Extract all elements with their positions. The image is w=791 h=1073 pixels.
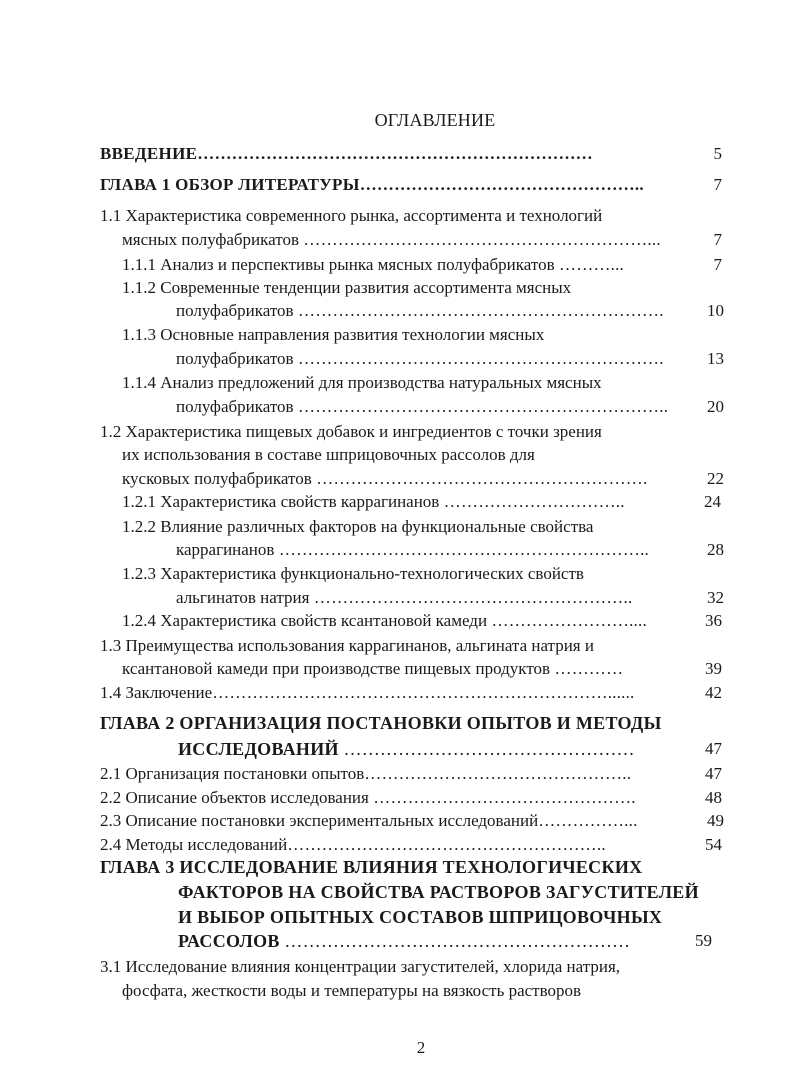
entry-title: 2.1 Организация постановки опытов [100,764,365,783]
entry-title: 1.2.4 Характеристика свойств ксантановой камеди [122,611,488,630]
toc-entry-1-2-4[interactable] [122,610,647,632]
toc-entry-1-2[interactable] [100,421,602,443]
entry-page-number: 48 [705,788,722,807]
entry-page-number: 49 [707,811,724,830]
entry-title: 1.1.3 Основные направления развития технологии мясных [122,325,545,344]
toc-entry-1-1-2-cont[interactable] [176,300,664,322]
entry-title-cont: полуфабрикатов [176,397,294,416]
entry-title: 1.2.2 Влияние различных факторов на функциональные свойства [122,517,594,536]
entry-page-number: 47 [705,739,722,758]
toc-entry-1-2-1[interactable] [122,491,625,513]
leader-dots: ……………………………………………….. [287,835,606,854]
toc-entry-1-2-cont-2[interactable] [122,468,647,490]
leader-dots: ……………………………………….. [364,764,632,783]
entry-title: 1.4 Заключение [100,683,213,702]
entry-title-cont: альгинатов натрия [176,588,310,607]
entry-title: 1.2.3 Характеристика функционально-технологических свойств [122,564,584,583]
leader-dots: ………………………………………………… [279,931,631,951]
toc-entry-1-1[interactable] [100,205,602,227]
entry-title-cont: И ВЫБОР ОПЫТНЫХ СОСТАВОВ ШПРИЦОВОЧНЫХ [178,907,663,927]
entry-title: 2.3 Описание постановки экспериментальных исследований [100,811,539,830]
toc-entry-2-4[interactable] [100,834,606,856]
leader-dots: ………... [554,255,625,274]
toc-entry-1-1-4[interactable] [122,372,602,394]
entry-page-number: 10 [707,301,724,320]
entry-title-cont: их использования в составе шприцовочных рассолов для [122,445,535,464]
entry-page-number: 54 [705,835,722,854]
toc-title: ОГЛАВЛЕНИЕ [374,110,496,130]
entry-page-number: 47 [705,764,722,783]
leader-dots: ………………………………………. [368,788,636,807]
toc-entry-1-1-cont[interactable] [122,229,661,251]
leader-dots: ………… [550,659,624,678]
entry-title: 1.2.1 Характеристика свойств каррагинанов [122,492,440,511]
toc-entry-3-1-cont[interactable] [122,980,581,1002]
entry-title: 1.3 Преимущества использования каррагинанов, альгината натрия и [100,636,594,655]
leader-dots: …………………………………………………. [311,469,648,488]
toc-entry-1-2-2-cont[interactable] [176,539,649,561]
toc-entry-3-1[interactable] [100,956,620,978]
toc-entry-2-2[interactable] [100,787,636,809]
leader-dots: …………………………………………………………… [197,144,593,163]
leader-dots: ……………………………………………….. [309,588,633,607]
entry-title: 2.4 Методы исследований [100,835,288,854]
toc-entry-1-1-3-cont[interactable] [176,348,664,370]
entry-title-cont: полуфабрикатов [176,301,294,320]
entry-title-cont: каррагинанов [176,540,275,559]
entry-title: ГЛАВА 3 ИССЛЕДОВАНИЕ ВЛИЯНИЯ ТЕХНОЛОГИЧЕСКИХ [100,857,643,877]
toc-entry-1-2-3[interactable] [122,563,584,585]
entry-title: 1.1.4 Анализ предложений для производства натуральных мясных [122,373,602,392]
entry-page-number: 7 [713,175,722,194]
entry-title-cont: мясных полуфабрикатов [122,230,299,249]
entry-page-number: 7 [713,255,722,274]
entry-page-number: 42 [705,683,722,702]
toc-entry-chapter-1[interactable] [100,174,644,196]
entry-page-number: 32 [707,588,724,607]
entry-title: 2.2 Описание объектов исследования [100,788,369,807]
toc-entry-chapter-3-cont-1[interactable] [178,881,699,903]
entry-title: 1.2 Характеристика пищевых добавок и ингредиентов с точки зрения [100,422,602,441]
leader-dots: ……………... [538,811,638,830]
entry-page-number: 22 [707,469,724,488]
entry-title-cont: РАССОЛОВ [178,931,280,951]
entry-title: ГЛАВА 2 ОРГАНИЗАЦИЯ ПОСТАНОВКИ ОПЫТОВ И МЕТОДЫ [100,713,662,733]
toc-entry-introduction[interactable] [100,143,593,165]
toc-entry-1-4[interactable] [100,682,635,704]
entry-title-cont: ФАКТОРОВ НА СВОЙСТВА РАСТВОРОВ ЗАГУСТИТЕЛЕЙ [178,882,699,902]
toc-entry-2-3[interactable] [100,810,638,832]
toc-entry-chapter-2-cont[interactable] [178,738,635,760]
entry-page-number: 59 [695,931,712,950]
entry-title-cont: ксантановой камеди при производстве пищевых продуктов [122,659,551,678]
entry-page-number: 7 [713,230,722,249]
entry-page-number: 5 [713,144,722,163]
toc-entry-1-1-4-cont[interactable] [176,396,668,418]
toc-entry-1-3-cont[interactable] [122,658,623,680]
toc-entry-1-1-1[interactable] [122,254,624,276]
toc-entry-1-2-2[interactable] [122,516,593,538]
toc-entry-chapter-3-cont-3[interactable] [178,930,630,952]
leader-dots: ……………………………………………………….. [274,540,649,559]
entry-page-number: 36 [705,611,722,630]
toc-entry-1-1-2[interactable] [122,277,571,299]
entry-title: 1.1.2 Современные тенденции развития ассортимента мясных [122,278,572,297]
toc-entry-2-1[interactable] [100,763,631,785]
leader-dots: ………………………….. [439,492,625,511]
leader-dots: ……………………………………………………………...... [212,683,635,702]
entry-title: ВВЕДЕНИЕ [100,144,198,163]
entry-title-cont: ИССЛЕДОВАНИЙ [178,739,339,759]
entry-title-cont: кусковых полуфабрикатов [122,469,312,488]
leader-dots: ………………………………………………………. [293,349,664,368]
toc-entry-chapter-3-cont-2[interactable] [178,906,662,928]
toc-entry-1-1-3[interactable] [122,324,544,346]
entry-title-cont: фосфата, жесткости воды и температуры на вязкость растворов [122,981,582,1000]
toc-entry-1-3[interactable] [100,635,594,657]
entry-page-number: 39 [705,659,722,678]
leader-dots: ……………………………………………………... [298,230,661,249]
page-number: 2 [416,1038,426,1057]
leader-dots: ………………………………………….. [359,175,644,194]
entry-page-number: 20 [707,397,724,416]
toc-entry-1-2-3-cont[interactable] [176,587,632,609]
entry-title: 3.1 Исследование влияния концентрации загустителей, хлорида натрия, [100,957,621,976]
leader-dots: ………………………………………………………. [293,301,664,320]
leader-dots: …………………….... [487,611,647,630]
toc-entry-1-2-cont-1[interactable] [122,444,535,466]
leader-dots: ……………………………………………………….. [293,397,669,416]
entry-title: ГЛАВА 1 ОБЗОР ЛИТЕРАТУРЫ [100,175,360,194]
entry-page-number: 24 [704,492,721,511]
leader-dots: ………………………………………… [338,739,635,759]
toc-entry-chapter-2[interactable] [100,712,662,734]
entry-page-number: 28 [707,540,724,559]
entry-title: 1.1 Характеристика современного рынка, ассортимента и технологий [100,206,603,225]
entry-page-number: 13 [707,349,724,368]
entry-title: 1.1.1 Анализ и перспективы рынка мясных полуфабрикатов [122,255,555,274]
entry-title-cont: полуфабрикатов [176,349,294,368]
toc-entry-chapter-3[interactable] [100,856,642,878]
